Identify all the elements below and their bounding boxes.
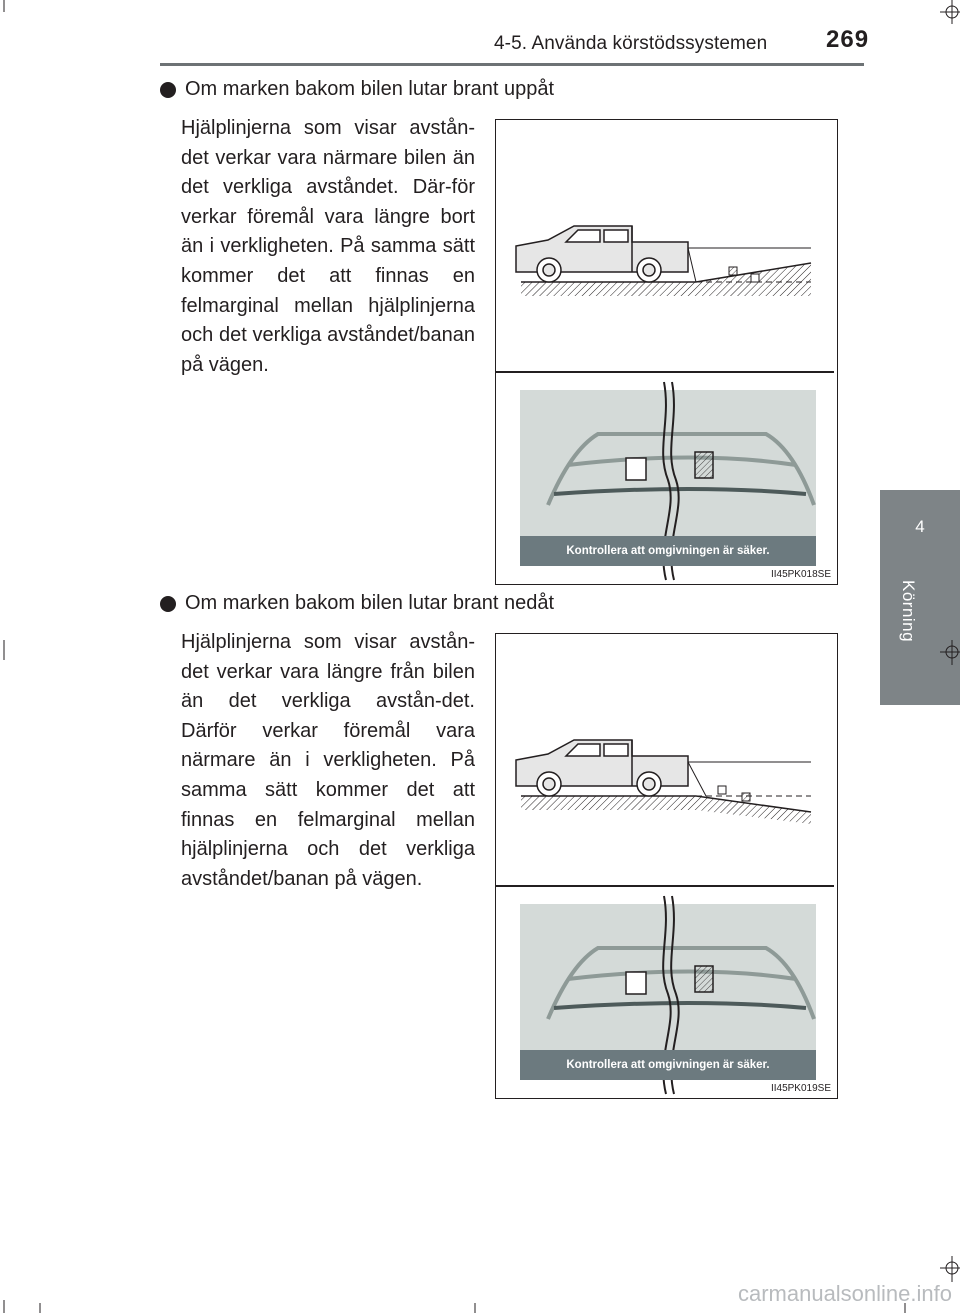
heading-text: Om marken bakom bilen lutar brant uppåt [185, 78, 555, 100]
section-heading-downhill [160, 592, 554, 615]
truck-icon [516, 226, 688, 282]
section-heading-uphill [160, 78, 554, 101]
paragraph-uphill: Hjälplinjerna som visar avstån-det verkar vara närmare bilen än det verkliga avståndet. Där-för verkar föremål vara längre bort än i verkligheten. På samma sätt kommer det att finnas en felmarginal mellan hjälplinjerna och det verkliga avståndet/banan på vägen. [181, 117, 475, 376]
page-number: 269 [826, 26, 870, 53]
downhill-illustration [496, 634, 839, 1100]
uphill-illustration [496, 120, 839, 586]
truck-icon [516, 740, 688, 796]
figure-uphill [495, 119, 838, 585]
bullet-icon [160, 82, 176, 98]
paragraph-downhill: Hjälplinjerna som visar avstån-det verkar vara längre från bilen än det verkliga avstån-det. Därför verkar föremål vara närmare än i verkligheten. På samma sätt kommer det att finnas en felmarginal mellan hjälplinjerna och det verkliga avståndet/banan på vägen. [181, 631, 475, 890]
figure-downhill [495, 633, 838, 1099]
camera-warning-banner: Kontrollera att omgivningen är säker. [520, 536, 816, 566]
heading-text: Om marken bakom bilen lutar brant nedåt [185, 592, 555, 614]
chapter-label: Körning [899, 580, 918, 643]
bullet-icon [160, 596, 176, 612]
chapter-number: 4 [915, 517, 925, 536]
section-title: 4-5. Använda körstödssystemen [494, 33, 768, 54]
camera-warning-banner: Kontrollera att omgivningen är säker. [520, 1050, 816, 1080]
watermark: carmanualsonline.info [737, 1281, 952, 1306]
figure-id: II45PK019SE [770, 1083, 831, 1094]
figure-id: II45PK018SE [770, 569, 831, 580]
